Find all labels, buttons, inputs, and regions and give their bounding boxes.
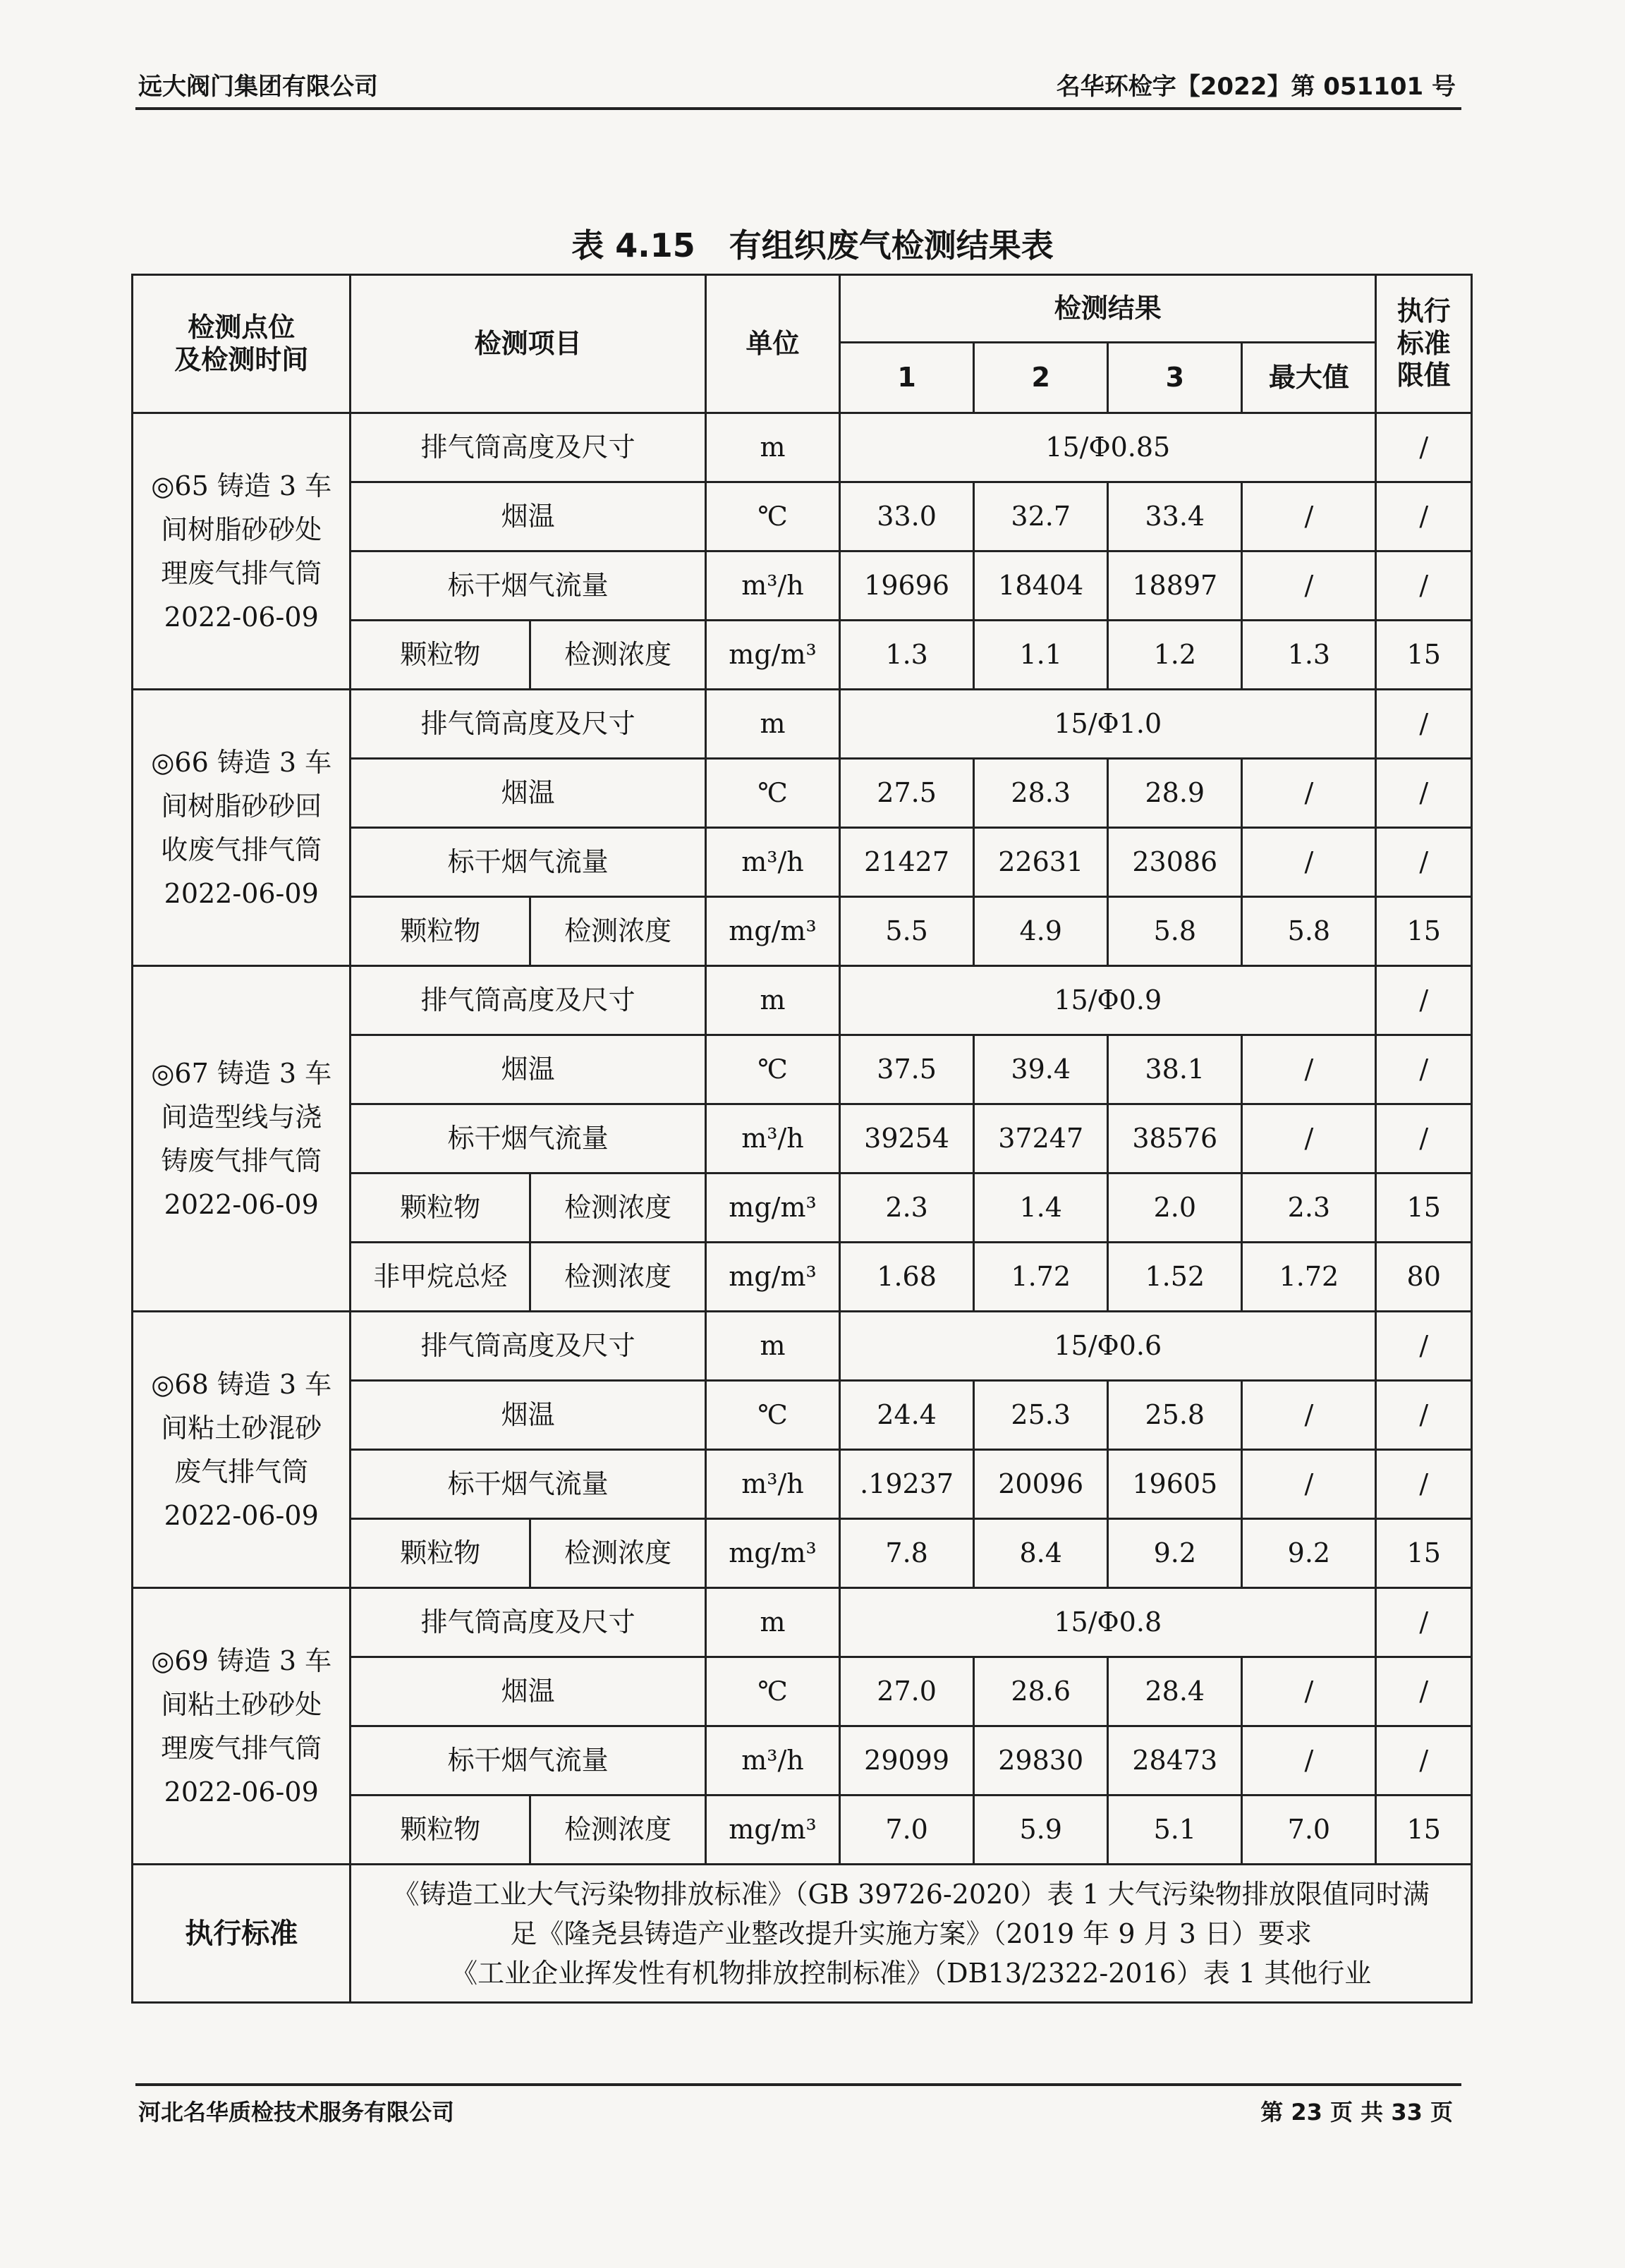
unit-cell: m [705, 413, 839, 482]
result-2: 1.4 [974, 1173, 1108, 1243]
limit-value: 15 [1376, 621, 1472, 690]
limit-value: / [1376, 759, 1472, 828]
max-value: / [1242, 759, 1376, 828]
unit-cell: m [705, 1588, 839, 1657]
max-value: 9.2 [1242, 1519, 1376, 1588]
header-result-1: 1 [840, 343, 974, 413]
max-value: / [1242, 1035, 1376, 1104]
unit-cell: mg/m³ [705, 1173, 839, 1243]
stack-size-value: 15/Φ0.9 [840, 966, 1376, 1035]
limit-value: / [1376, 690, 1472, 759]
table-row [133, 690, 1472, 759]
unit-cell: ℃ [705, 1035, 839, 1104]
limit-value: 15 [1376, 1173, 1472, 1243]
result-3: 28.9 [1108, 759, 1242, 828]
result-3: 1.52 [1108, 1243, 1242, 1312]
result-2: 5.9 [974, 1796, 1108, 1865]
item-name: 排气筒高度及尺寸 [351, 690, 706, 759]
result-3: 38576 [1108, 1104, 1242, 1173]
standard-row [133, 1865, 1472, 2003]
unit-cell: mg/m³ [705, 621, 839, 690]
max-value: 2.3 [1242, 1173, 1376, 1243]
table-title: 表 4.15 有组织废气检测结果表 [571, 226, 1054, 264]
result-1: 24.4 [840, 1381, 974, 1450]
report-number: 名华环检字【2022】第 051101 号 [1056, 73, 1456, 101]
limit-value: / [1376, 1726, 1472, 1796]
unit-cell: m [705, 966, 839, 1035]
unit-cell: ℃ [705, 1381, 839, 1450]
max-value: / [1242, 828, 1376, 897]
stack-size-value: 15/Φ0.6 [840, 1312, 1376, 1381]
result-1: 21427 [840, 828, 974, 897]
result-3: 23086 [1108, 828, 1242, 897]
limit-value: / [1376, 1035, 1472, 1104]
item-name: 排气筒高度及尺寸 [351, 966, 706, 1035]
item-name: 烟温 [351, 1381, 706, 1450]
limit-value: 15 [1376, 1519, 1472, 1588]
max-value: / [1242, 482, 1376, 551]
measurement-type: 检测浓度 [530, 1519, 706, 1588]
result-2: 22631 [974, 828, 1108, 897]
unit-cell: ℃ [705, 759, 839, 828]
max-value: 7.0 [1242, 1796, 1376, 1865]
item-name: 排气筒高度及尺寸 [351, 413, 706, 482]
result-3: 9.2 [1108, 1519, 1242, 1588]
result-2: 1.1 [974, 621, 1108, 690]
measurement-type: 检测浓度 [530, 1796, 706, 1865]
result-1: 37.5 [840, 1035, 974, 1104]
unit-cell: mg/m³ [705, 1519, 839, 1588]
item-name: 烟温 [351, 759, 706, 828]
unit-cell: m³/h [705, 1726, 839, 1796]
unit-cell: m³/h [705, 551, 839, 621]
unit-cell: m³/h [705, 1450, 839, 1519]
result-1: 7.0 [840, 1796, 974, 1865]
header-results: 检测结果 [840, 275, 1376, 343]
measurement-point: ◎67 铸造 3 车 间造型线与浇 铸废气排气筒 2022-06-09 [133, 966, 351, 1312]
unit-cell: mg/m³ [705, 897, 839, 966]
item-name: 标干烟气流量 [351, 1450, 706, 1519]
result-2: 20096 [974, 1450, 1108, 1519]
unit-cell: ℃ [705, 482, 839, 551]
table-row [133, 1312, 1472, 1381]
stack-size-value: 15/Φ0.8 [840, 1588, 1376, 1657]
limit-value: 15 [1376, 1796, 1472, 1865]
max-value: / [1242, 551, 1376, 621]
result-1: 19696 [840, 551, 974, 621]
measurement-point: ◎65 铸造 3 车 间树脂砂砂处 理废气排气筒 2022-06-09 [133, 413, 351, 690]
pollutant-name: 颗粒物 [351, 621, 530, 690]
pollutant-name: 颗粒物 [351, 1796, 530, 1865]
result-1: 1.68 [840, 1243, 974, 1312]
page-header [135, 65, 1461, 110]
result-3: 2.0 [1108, 1173, 1242, 1243]
limit-value: / [1376, 1450, 1472, 1519]
item-name: 标干烟气流量 [351, 1104, 706, 1173]
limit-value: / [1376, 1312, 1472, 1381]
unit-cell: mg/m³ [705, 1796, 839, 1865]
result-3: 1.2 [1108, 621, 1242, 690]
header-result-2: 2 [974, 343, 1108, 413]
max-value: 1.72 [1242, 1243, 1376, 1312]
stack-size-value: 15/Φ0.85 [840, 413, 1376, 482]
result-3: 38.1 [1108, 1035, 1242, 1104]
result-1: 29099 [840, 1726, 974, 1796]
pollutant-name: 颗粒物 [351, 1519, 530, 1588]
table-row [133, 966, 1472, 1035]
item-name: 排气筒高度及尺寸 [351, 1312, 706, 1381]
limit-value: / [1376, 482, 1472, 551]
measurement-point: ◎66 铸造 3 车 间树脂砂砂回 收废气排气筒 2022-06-09 [133, 690, 351, 966]
max-value: / [1242, 1381, 1376, 1450]
unit-cell: m [705, 1312, 839, 1381]
header-row [133, 275, 1472, 343]
result-1: .19237 [840, 1450, 974, 1519]
unit-cell: mg/m³ [705, 1243, 839, 1312]
item-name: 标干烟气流量 [351, 1726, 706, 1796]
result-2: 37247 [974, 1104, 1108, 1173]
page-number: 第 23 页 共 33 页 [1260, 2099, 1453, 2126]
result-2: 39.4 [974, 1035, 1108, 1104]
pollutant-name: 颗粒物 [351, 897, 530, 966]
organization-name: 河北名华质检技术服务有限公司 [138, 2099, 455, 2126]
result-2: 29830 [974, 1726, 1108, 1796]
header-result-3: 3 [1108, 343, 1242, 413]
limit-value: / [1376, 966, 1472, 1035]
header-item: 检测项目 [351, 275, 706, 413]
table-row [133, 1588, 1472, 1657]
measurement-type: 检测浓度 [530, 1243, 706, 1312]
result-2: 1.72 [974, 1243, 1108, 1312]
unit-cell: m³/h [705, 828, 839, 897]
result-2: 32.7 [974, 482, 1108, 551]
result-3: 28.4 [1108, 1657, 1242, 1726]
table-row [133, 413, 1472, 482]
header-location: 检测点位 及检测时间 [133, 275, 351, 413]
measurement-type: 检测浓度 [530, 1173, 706, 1243]
header-limit: 执行 标准 限值 [1376, 275, 1472, 413]
result-3: 25.8 [1108, 1381, 1242, 1450]
result-2: 28.3 [974, 759, 1108, 828]
max-value: 1.3 [1242, 621, 1376, 690]
result-3: 5.1 [1108, 1796, 1242, 1865]
result-1: 7.8 [840, 1519, 974, 1588]
max-value: / [1242, 1450, 1376, 1519]
page-footer [135, 2083, 1461, 2126]
result-1: 27.5 [840, 759, 974, 828]
pollutant-name: 非甲烷总烃 [351, 1243, 530, 1312]
unit-cell: m [705, 690, 839, 759]
max-value: / [1242, 1726, 1376, 1796]
result-1: 39254 [840, 1104, 974, 1173]
max-value: / [1242, 1657, 1376, 1726]
result-2: 25.3 [974, 1381, 1108, 1450]
item-name: 烟温 [351, 1035, 706, 1104]
item-name: 烟温 [351, 1657, 706, 1726]
result-3: 5.8 [1108, 897, 1242, 966]
unit-cell: ℃ [705, 1657, 839, 1726]
stack-size-value: 15/Φ1.0 [840, 690, 1376, 759]
measurement-type: 检测浓度 [530, 897, 706, 966]
measurement-type: 检测浓度 [530, 621, 706, 690]
max-value: 5.8 [1242, 897, 1376, 966]
result-3: 33.4 [1108, 482, 1242, 551]
results-table [131, 274, 1473, 2004]
header-max: 最大值 [1242, 343, 1376, 413]
result-2: 8.4 [974, 1519, 1108, 1588]
result-3: 28473 [1108, 1726, 1242, 1796]
limit-value: / [1376, 828, 1472, 897]
limit-value: / [1376, 1657, 1472, 1726]
result-1: 33.0 [840, 482, 974, 551]
unit-cell: m³/h [705, 1104, 839, 1173]
result-1: 2.3 [840, 1173, 974, 1243]
limit-value: / [1376, 1588, 1472, 1657]
result-1: 5.5 [840, 897, 974, 966]
item-name: 标干烟气流量 [351, 828, 706, 897]
limit-value: / [1376, 1104, 1472, 1173]
measurement-point: ◎69 铸造 3 车 间粘土砂砂处 理废气排气筒 2022-06-09 [133, 1588, 351, 1865]
limit-value: / [1376, 1381, 1472, 1450]
limit-value: 80 [1376, 1243, 1472, 1312]
pollutant-name: 颗粒物 [351, 1173, 530, 1243]
result-1: 27.0 [840, 1657, 974, 1726]
result-2: 18404 [974, 551, 1108, 621]
result-1: 1.3 [840, 621, 974, 690]
limit-value: / [1376, 413, 1472, 482]
item-name: 标干烟气流量 [351, 551, 706, 621]
limit-value: / [1376, 551, 1472, 621]
results-table-body [133, 275, 1472, 2003]
result-3: 18897 [1108, 551, 1242, 621]
result-2: 28.6 [974, 1657, 1108, 1726]
result-3: 19605 [1108, 1450, 1242, 1519]
standard-label: 执行标准 [133, 1865, 351, 2003]
max-value: / [1242, 1104, 1376, 1173]
limit-value: 15 [1376, 897, 1472, 966]
item-name: 排气筒高度及尺寸 [351, 1588, 706, 1657]
standard-text: 《铸造工业大气污染物排放标准》（GB 39726-2020）表 1 大气污染物排放限值同时满 足《隆尧县铸造产业整改提升实施方案》（2019 年 9 月 3 日）要求 《工业企业挥发性有机物排放控制标准》（DB13/2322-2016）表 1 其他行业 [351, 1865, 1472, 2003]
measurement-point: ◎68 铸造 3 车 间粘土砂混砂 废气排气筒 2022-06-09 [133, 1312, 351, 1588]
header-unit: 单位 [705, 275, 839, 413]
item-name: 烟温 [351, 482, 706, 551]
result-2: 4.9 [974, 897, 1108, 966]
company-name: 远大阀门集团有限公司 [138, 73, 378, 101]
